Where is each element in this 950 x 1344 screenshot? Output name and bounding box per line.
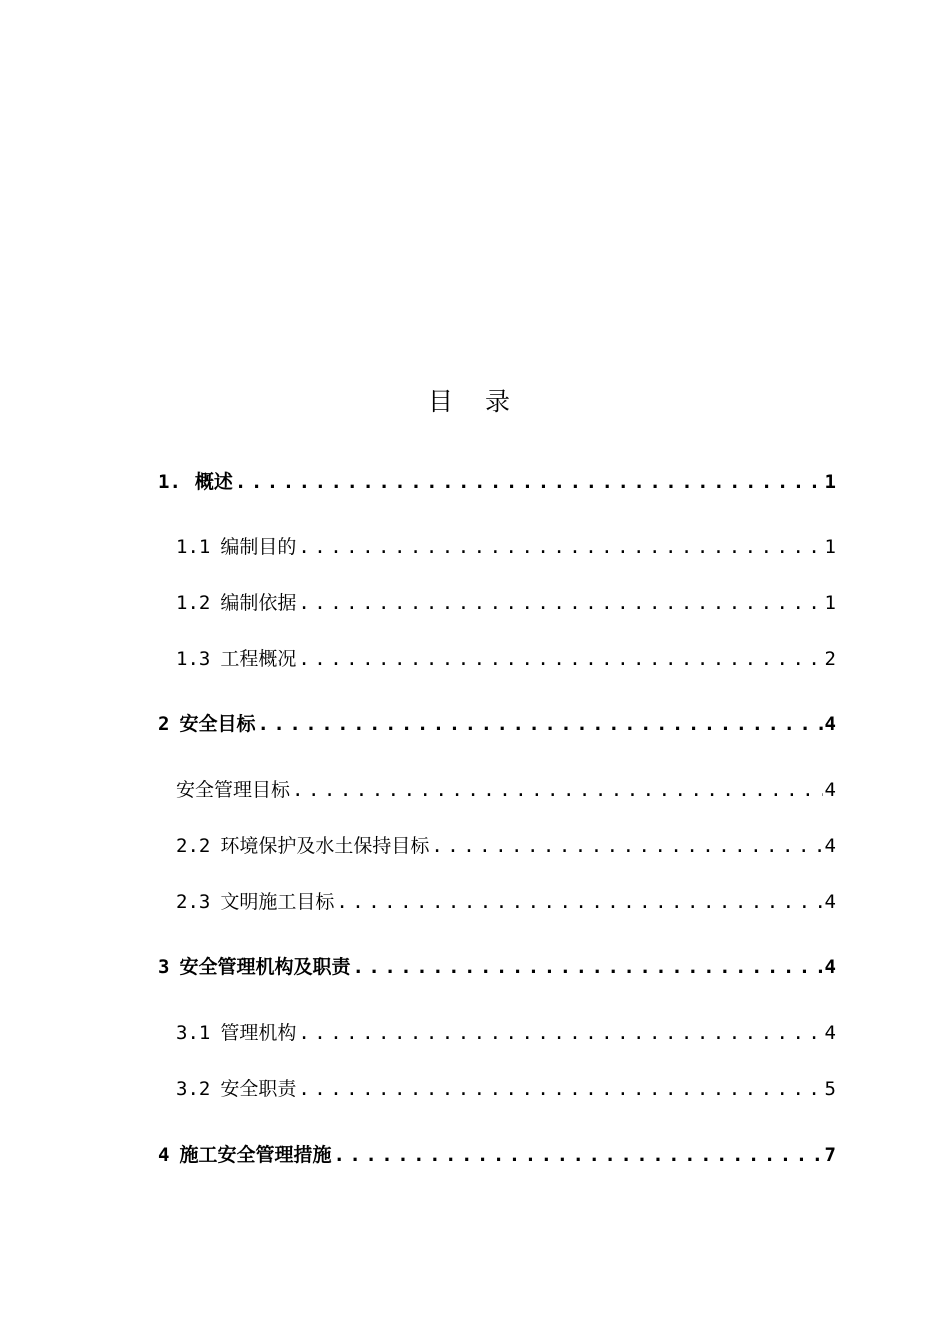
toc-dot-leader — [292, 779, 823, 801]
toc-dot-leader — [431, 835, 822, 857]
toc-entry-label — [158, 1140, 331, 1167]
toc-entry-text: 安全管理目标 — [176, 779, 291, 801]
toc-entry-4[interactable] — [158, 1140, 836, 1170]
toc-page-number: 4 — [824, 835, 836, 857]
toc-entry-text: 安全目标 — [179, 713, 256, 735]
toc-entry-number: 4 — [158, 1144, 170, 1166]
toc-entry-label — [158, 467, 233, 494]
toc-entry-2-1[interactable] — [176, 775, 836, 805]
toc-entry-text: 编制目的 — [220, 536, 297, 558]
toc-entry-number: 1.1 — [176, 536, 211, 558]
toc-entry-label — [176, 831, 429, 858]
toc-entry-label — [176, 1018, 296, 1045]
toc-entry-1-2[interactable] — [176, 588, 836, 618]
toc-dot-leader — [298, 1022, 822, 1044]
toc-page-number: 5 — [824, 1078, 836, 1100]
toc-title: 目 录 — [428, 387, 522, 416]
toc-entry-1-1[interactable] — [176, 532, 836, 562]
toc-entry-1[interactable] — [158, 467, 836, 497]
toc-dot-leader — [298, 648, 822, 670]
toc-page-number: 4 — [824, 891, 836, 913]
toc-entry-text: 施工安全管理措施 — [179, 1144, 332, 1166]
toc-entry-label — [176, 775, 290, 802]
toc-page-number: 4 — [824, 779, 836, 801]
toc-entry-1-3[interactable] — [176, 644, 836, 674]
toc-entry-label — [176, 588, 296, 615]
toc-entry-number: 2.2 — [176, 835, 211, 857]
toc-page-number: 2 — [824, 648, 836, 670]
toc-dot-leader — [257, 713, 822, 735]
toc-entry-text: 工程概况 — [220, 648, 297, 670]
toc-dot-leader — [298, 536, 822, 558]
toc-entry-text: 概述 — [194, 471, 233, 493]
toc-page-number: 7 — [824, 1144, 836, 1166]
toc-entry-2-2[interactable] — [176, 831, 836, 861]
toc-entry-number: 1.3 — [176, 648, 211, 670]
toc-entry-text: 文明施工目标 — [220, 891, 335, 913]
toc-entry-label — [176, 644, 296, 671]
toc-page-number: 4 — [824, 1022, 836, 1044]
toc-page-number: 1 — [824, 592, 836, 614]
toc-entry-number: 2 — [158, 713, 170, 735]
toc-entry-label — [158, 952, 350, 979]
toc-dot-leader — [298, 592, 822, 614]
toc-entry-3[interactable] — [158, 952, 836, 982]
toc-entry-text: 管理机构 — [220, 1022, 297, 1044]
toc-entry-label — [176, 887, 334, 914]
toc-entry-number: 3 — [158, 956, 170, 978]
toc-entry-text: 安全职责 — [220, 1078, 297, 1100]
toc-entry-number: 1. — [158, 471, 181, 493]
toc-page-number: 4 — [824, 956, 836, 978]
toc-entry-label — [176, 532, 296, 559]
toc-dot-leader — [235, 471, 823, 493]
toc-dot-leader — [333, 1144, 822, 1166]
toc-entry-number: 2.3 — [176, 891, 211, 913]
toc-dot-leader — [352, 956, 822, 978]
toc-entry-number: 3.2 — [176, 1078, 211, 1100]
toc-page-number: 4 — [824, 713, 836, 735]
toc-entry-2-3[interactable] — [176, 887, 836, 917]
toc-entry-label — [176, 1074, 296, 1101]
toc-dot-leader — [298, 1078, 822, 1100]
toc-entry-3-1[interactable] — [176, 1018, 836, 1048]
toc-page-number: 1 — [824, 536, 836, 558]
toc-entry-number: 1.2 — [176, 592, 211, 614]
toc-page-number: 1 — [824, 471, 836, 493]
toc-entry-text: 编制依据 — [220, 592, 297, 614]
toc-entry-2[interactable] — [158, 709, 836, 739]
toc-entry-text: 安全管理机构及职责 — [179, 956, 351, 978]
toc-entry-number: 3.1 — [176, 1022, 211, 1044]
toc-entry-label — [158, 709, 255, 736]
toc-entry-3-2[interactable] — [176, 1074, 836, 1104]
toc-entry-text: 环境保护及水土保持目标 — [220, 835, 430, 857]
toc-dot-leader — [336, 891, 822, 913]
